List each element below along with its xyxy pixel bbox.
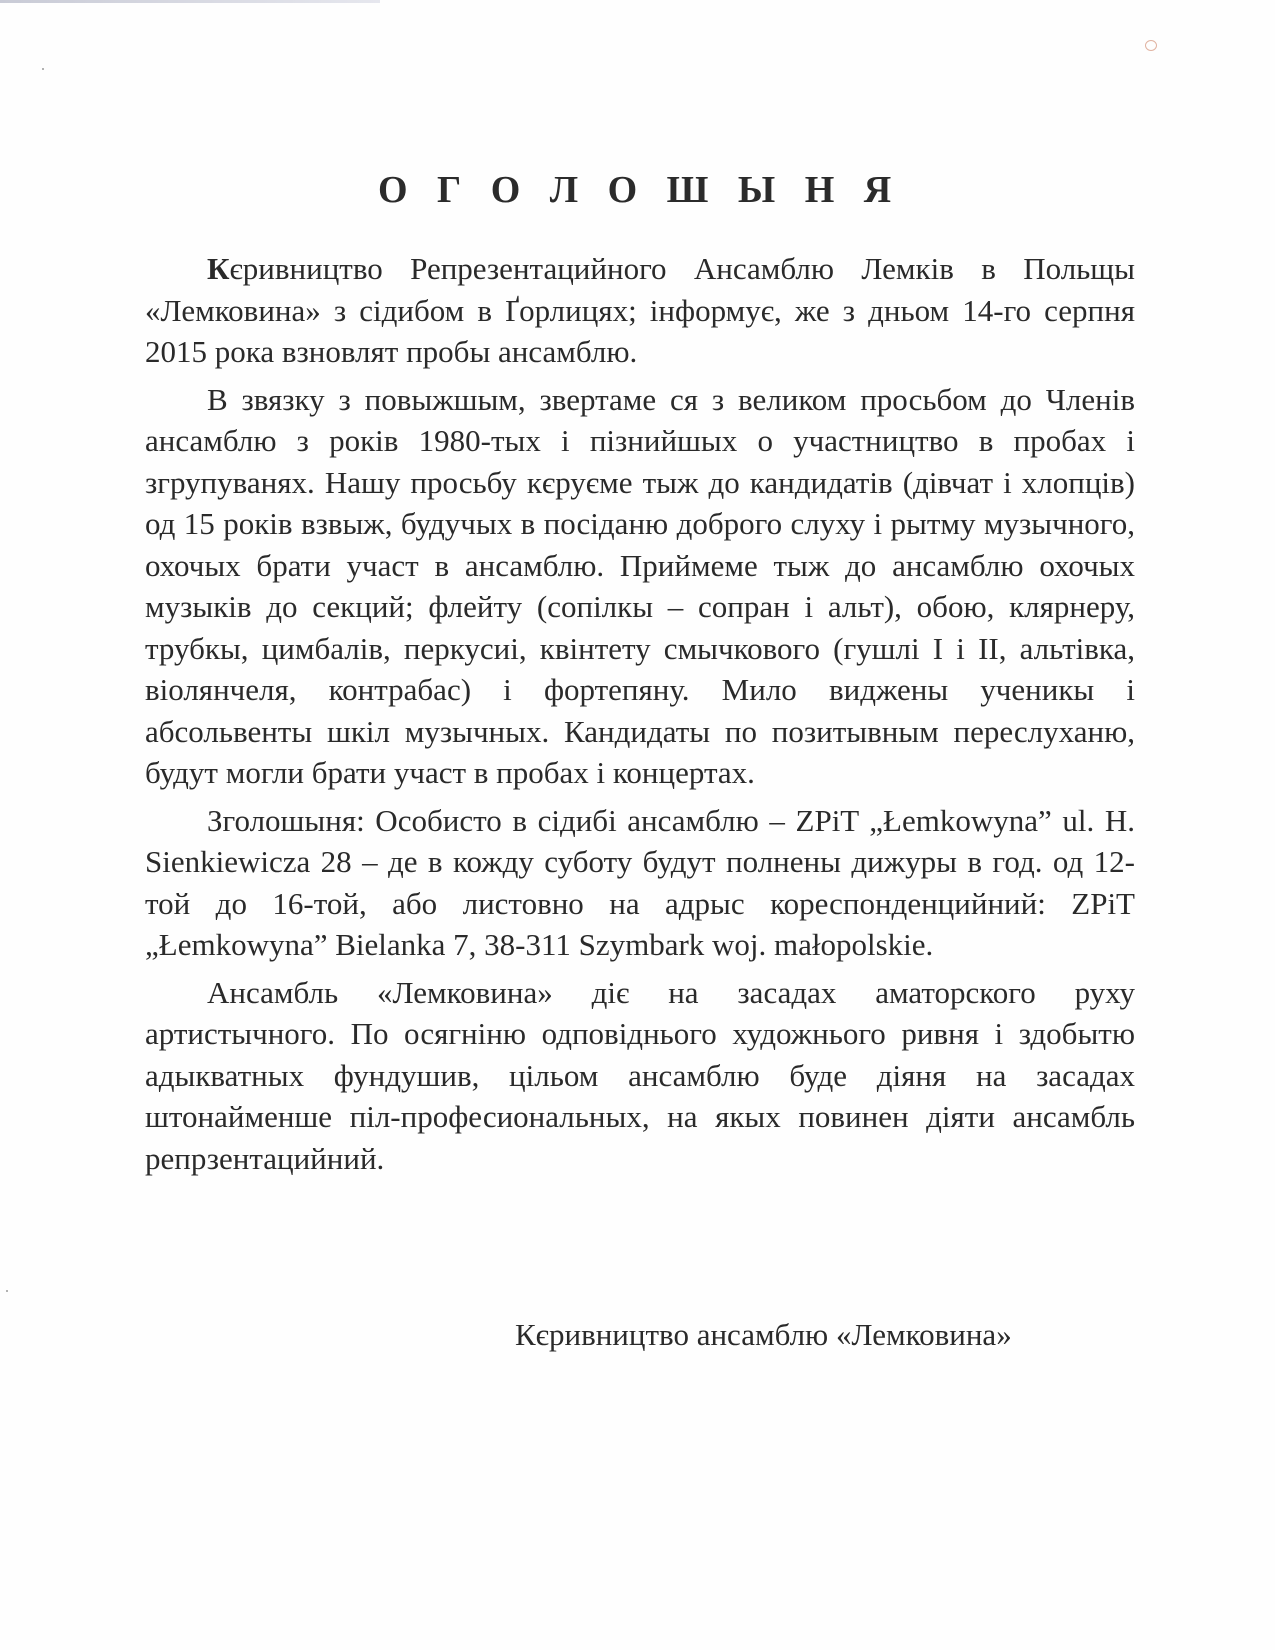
scan-artifact-mark (1145, 40, 1157, 51)
paragraph-lead-letter: К (207, 251, 230, 286)
paragraph-text: єривництво Репрезентацийного Ансамблю Лемків в Польщы «Лемковина» з сідибом в Ґорлицях; інформує, же з дньом 14-го серпня 2015 рока взновлят пробы ансамблю. (145, 251, 1135, 369)
scan-edge-line (0, 0, 380, 3)
document-signature: Кєривництво ансамблю «Лемковина» (515, 1317, 1012, 1352)
paragraph-text: Зголошыня: Особисто в сідибі ансамблю – ZPiT „Łemkowyna” ul. H. Sienkiewicza 28 – де в кожду суботу будут полнены дижуры в год. од 12-той до 16-той, або листовно на адрыс кореспонденцийний: ZPiT „Łemkowyna” Bielanka 7, 38-311 Szymbark woj. małopolskie. (145, 802, 1135, 962)
paragraph-registration (145, 800, 1135, 966)
scan-speck (6, 1290, 8, 1292)
document-body (145, 248, 1135, 1185)
document-title: О Г О Л О Ш Ы Н Я (378, 169, 902, 211)
paragraph-text: В звязку з повыжшым, звертаме ся з великом просьбом до Членів ансамблю з років 1980-тых і пізнийшых о участництво в пробах і згрупуванях. Нашу просьбу кєруєме тыж до кандидатів (дівчат і хлопців) од 15 років взвыж, будучых в посіданю доброго слуху і рытму музычного, охочых брати участ в ансамблю. Приймеме тыж до ансамблю охочых музыків до секций; флейту (сопілкы – сопран і альт), обою, клярнеру, трубкы, цимбалів, перкусиі, квінтету смычкового (гушлі І і ІІ, альтівка, віолянчеля, контрабас) і фортепяну. Мило виджены ученикы і абсольвенты шкіл музычных. Кандидаты по позитывным переслуханю, будут могли брати участ в пробах і концертах. (145, 381, 1135, 790)
scan-speck (42, 68, 44, 70)
paragraph-intro (145, 248, 1135, 373)
paragraph-text: Ансамбль «Лемковина» діє на засадах аматорского руху артистычного. По осягніню одповіднього художнього ривня і здобытю адыкватных фундушив, цільом ансамблю буде діяня на засадах штонайменше піл-професиональных, на якых повинен діяти ансамбль репрзентацийний. (145, 974, 1135, 1176)
paragraph-invitation (145, 379, 1135, 794)
paragraph-ensemble-status (145, 972, 1135, 1180)
